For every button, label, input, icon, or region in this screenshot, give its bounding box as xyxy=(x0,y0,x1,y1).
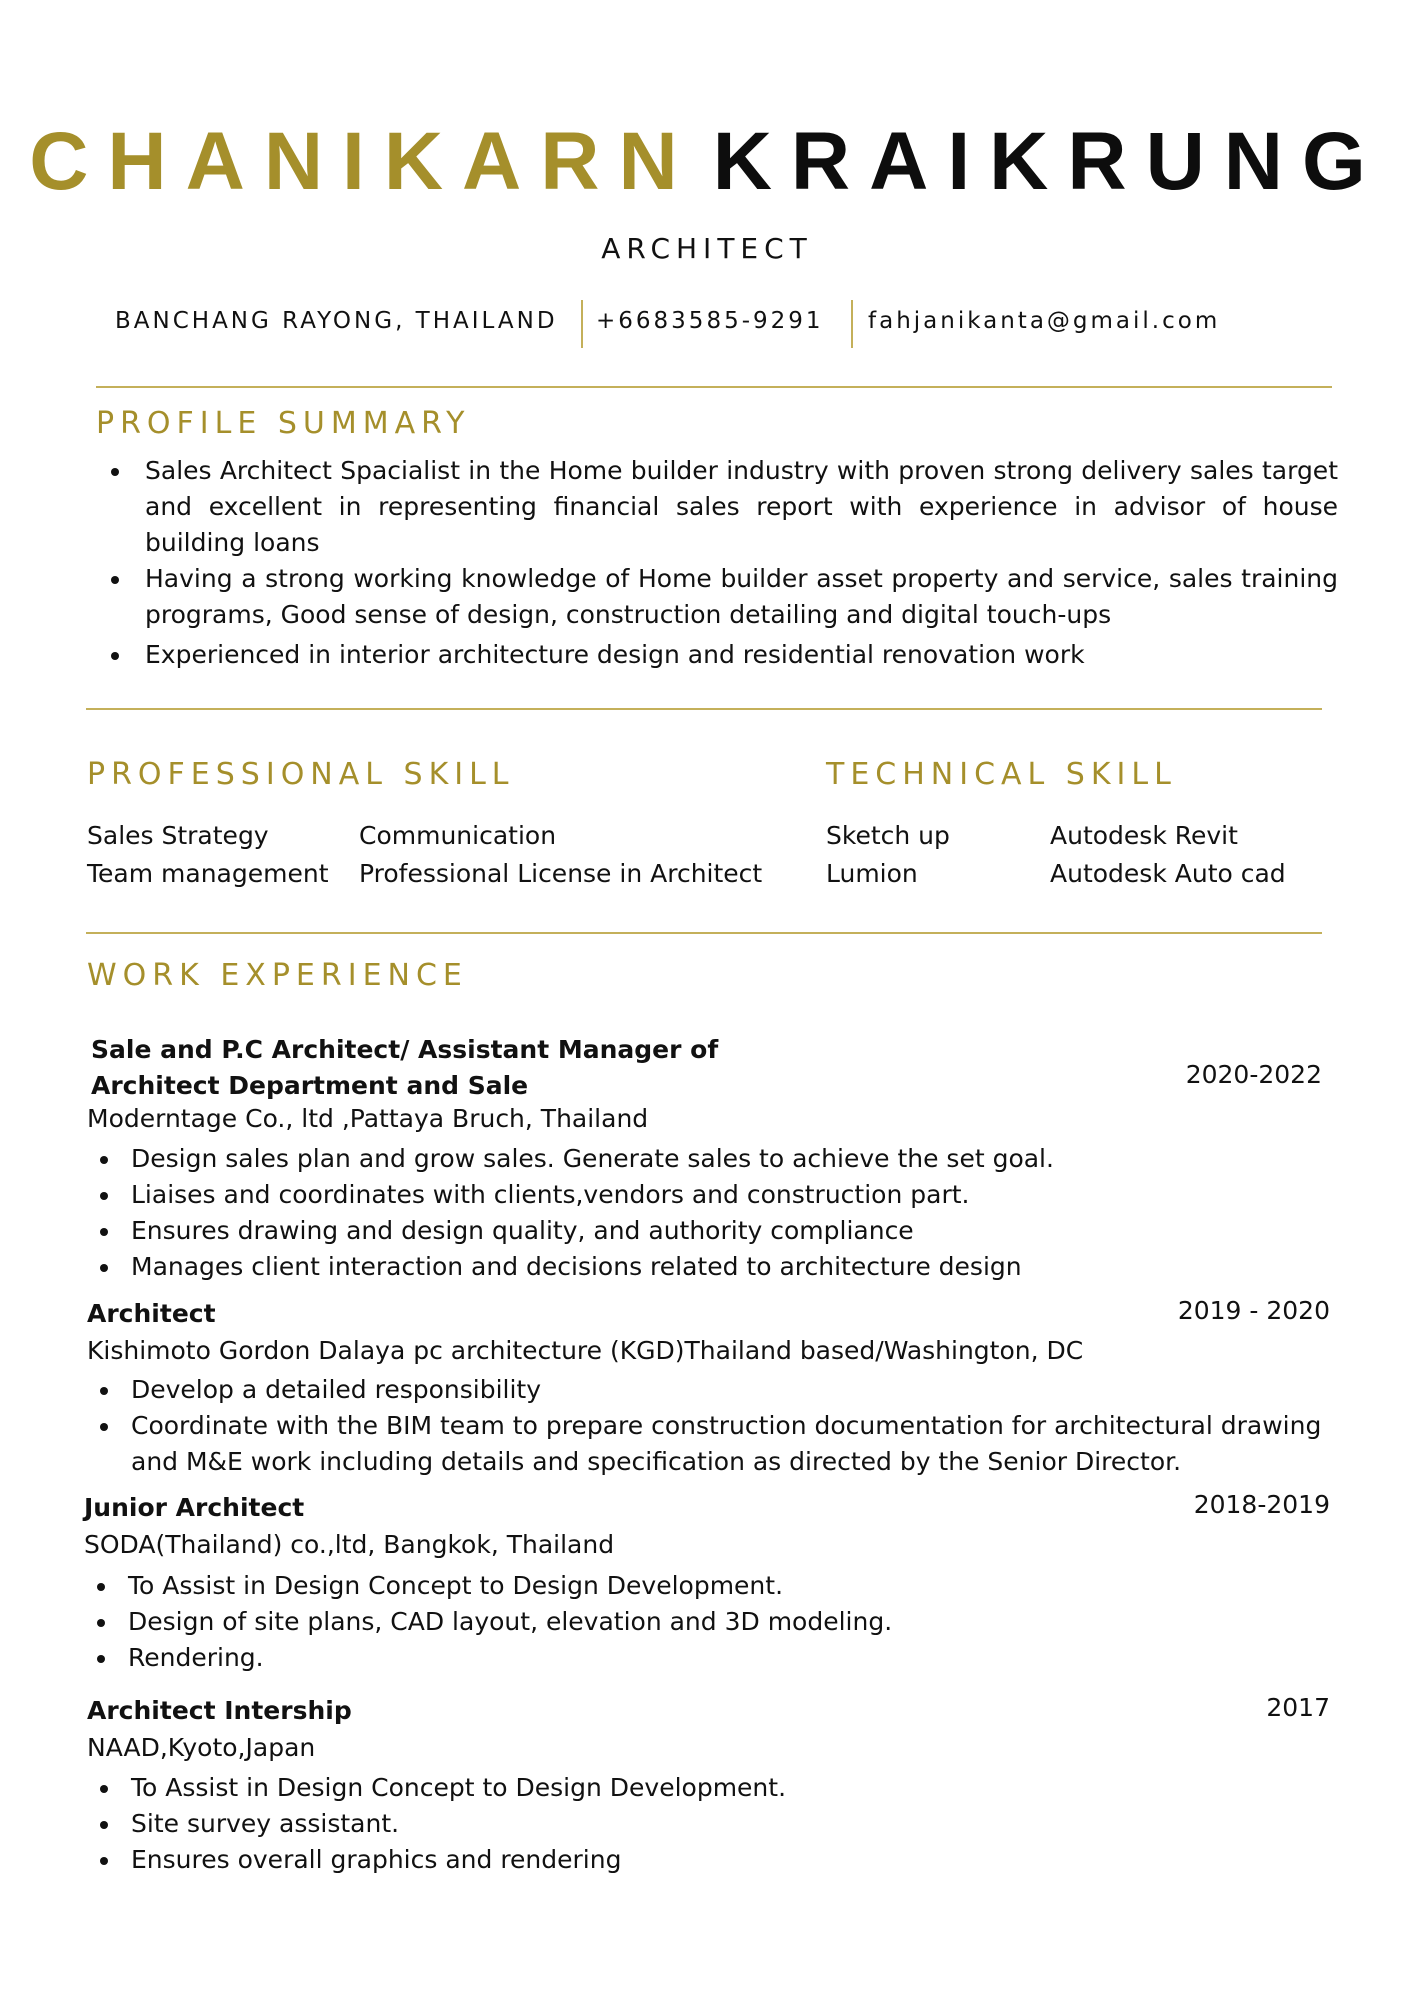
job-title: Junior Architect xyxy=(84,1493,305,1522)
profile-summary-list xyxy=(98,453,1338,673)
list-item: Manages client interaction and decisions related to architecture design xyxy=(87,1249,1327,1285)
list-item: Ensures overall graphics and rendering xyxy=(87,1842,1327,1878)
location: BANCHANG RAYONG, THAILAND xyxy=(115,308,558,334)
list-item: Develop a detailed responsibility xyxy=(87,1372,1327,1408)
professional-skill-heading: PROFESSIONAL SKILL xyxy=(87,757,515,792)
profile-summary-heading: PROFILE SUMMARY xyxy=(96,406,471,441)
job-title: Architect Intership xyxy=(87,1696,352,1725)
list-item: To Assist in Design Concept to Design Development. xyxy=(84,1568,1324,1604)
email: fahjanikanta@gmail.com xyxy=(868,308,1221,334)
job-date: 2019 - 2020 xyxy=(1177,1296,1330,1325)
job-title: ARCHITECT xyxy=(601,232,813,265)
job-title-line: Sale and P.C Architect/ Assistant Manager of xyxy=(91,1035,719,1064)
phone: +6683585-9291 xyxy=(596,308,824,334)
job-company: SODA(Thailand) co.,ltd, Bangkok, Thailand xyxy=(84,1530,615,1559)
list-item: To Assist in Design Concept to Design Development. xyxy=(87,1770,1327,1806)
job-bullets xyxy=(84,1568,1324,1676)
skill-item: Team management xyxy=(87,859,329,888)
skill-item: Autodesk Revit xyxy=(1050,821,1238,850)
list-item: Sales Architect Spacialist in the Home builder industry with proven strong delivery sales target and excellent in representing financial sales report with experience in advisor of house building loans xyxy=(98,453,1338,561)
technical-skill-col2 xyxy=(1050,817,1286,893)
list-item: Ensures drawing and design quality, and authority compliance xyxy=(87,1213,1327,1249)
job-title-line: Architect Department and Sale xyxy=(91,1071,529,1100)
divider xyxy=(96,386,1332,388)
skill-item: Sales Strategy xyxy=(87,821,269,850)
job-company: NAAD,Kyoto,Japan xyxy=(87,1733,316,1762)
list-item: Site survey assistant. xyxy=(87,1806,1327,1842)
skill-item: Professional License in Architect xyxy=(359,859,763,888)
list-item: Having a strong working knowledge of Home builder asset property and service, sales training programs, Good sense of design, construction detailing and digital touch-ups xyxy=(98,561,1338,633)
job-bullets xyxy=(87,1770,1327,1878)
professional-skill-col2 xyxy=(359,817,762,893)
job-company: Moderntage Co., ltd ,Pattaya Bruch, Thailand xyxy=(87,1104,649,1133)
job-date: 2020-2022 xyxy=(1185,1060,1322,1089)
candidate-name xyxy=(0,112,1414,212)
first-name: CHANIKARN xyxy=(29,116,697,207)
list-item: Experienced in interior architecture design and residential renovation work xyxy=(98,637,1338,673)
skill-item: Autodesk Auto cad xyxy=(1050,859,1286,888)
list-item: Liaises and coordinates with clients,vendors and construction part. xyxy=(87,1177,1327,1213)
professional-skill-col1 xyxy=(87,817,329,893)
divider xyxy=(86,708,1322,710)
skill-item: Lumion xyxy=(826,859,918,888)
technical-skill-heading: TECHNICAL SKILL xyxy=(826,757,1177,792)
divider xyxy=(86,932,1322,934)
contact-divider xyxy=(581,300,583,348)
list-item: Coordinate with the BIM team to prepare construction documentation for architectural drawing and M&E work including details and specification as directed by the Senior Director. xyxy=(87,1408,1327,1480)
skill-item: Sketch up xyxy=(826,821,950,850)
list-item: Rendering. xyxy=(84,1640,1324,1676)
skill-item: Communication xyxy=(359,821,557,850)
job-date: 2017 xyxy=(1266,1693,1330,1722)
list-item: Design of site plans, CAD layout, elevation and 3D modeling. xyxy=(84,1604,1324,1640)
job-date: 2018-2019 xyxy=(1193,1490,1330,1519)
job-company: Kishimoto Gordon Dalaya pc architecture (KGD)Thailand based/Washington, DC xyxy=(87,1336,1084,1365)
job-title: Architect xyxy=(87,1299,216,1328)
list-item: Design sales plan and grow sales. Generate sales to achieve the set goal. xyxy=(87,1141,1327,1177)
technical-skill-col1 xyxy=(826,817,950,893)
job-title xyxy=(91,1032,718,1104)
work-experience-heading: WORK EXPERIENCE xyxy=(87,958,468,993)
job-bullets xyxy=(87,1372,1327,1480)
job-bullets xyxy=(87,1141,1327,1285)
last-name: KRAIKRUNG xyxy=(712,116,1385,207)
contact-divider xyxy=(851,300,853,348)
